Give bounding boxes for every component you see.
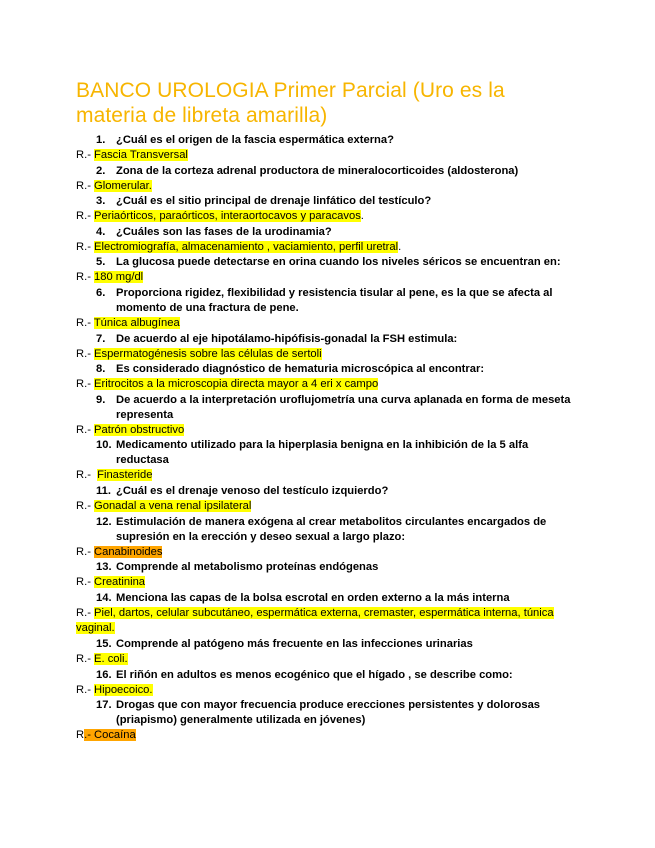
question-text: El riñón en adultos es menos ecogénico que el hígado , se describe como:	[116, 668, 513, 681]
question-number: 8.	[96, 363, 106, 376]
question	[76, 286, 576, 316]
answer-prefix: R.-	[76, 545, 91, 558]
answer	[76, 575, 576, 591]
question-text: Estimulación de manera exógena al crear metabolitos circulantes encargados de supresión en la erección y deseo sexual a largo plazo:	[116, 515, 547, 543]
answer-text: Patrón obstructivo	[94, 423, 185, 436]
question-text: De acuerdo al eje hipotálamo-hipófisis-gonadal la FSH estimula:	[116, 332, 458, 345]
question-number: 9.	[96, 393, 106, 406]
question	[76, 194, 576, 209]
answer-text: Hipoecoico.	[94, 683, 153, 696]
answer-text: Eritrocitos a la microscopia directa mayor a 4 eri x campo	[94, 378, 379, 391]
question	[76, 515, 576, 545]
answer	[76, 179, 576, 195]
answer	[76, 209, 576, 225]
answer-text: .- Cocaína	[84, 729, 136, 742]
question	[76, 255, 576, 270]
answer	[76, 377, 576, 393]
question-text: De acuerdo a la interpretación uroflujometría una curva aplanada en forma de meseta representa	[116, 393, 571, 421]
question-text: Menciona las capas de la bolsa escrotal en orden externo a la más interna	[116, 591, 510, 604]
answer-text: Gonadal a vena renal ipsilateral	[94, 499, 252, 512]
question-number: 12.	[96, 515, 112, 528]
document-title: BANCO UROLOGIA Primer Parcial (Uro es la materia de libreta amarilla)	[76, 79, 505, 127]
answer-text: Espermatogénesis sobre las células de sertoli	[94, 347, 322, 360]
answer-prefix: R.-	[76, 210, 91, 223]
question-text: ¿Cuál es el drenaje venoso del testículo izquierdo?	[116, 484, 389, 497]
question	[76, 637, 576, 652]
question-number: 7.	[96, 332, 106, 345]
answer-prefix: R	[76, 729, 85, 742]
question-text: Comprende al patógeno más frecuente en las infecciones urinarias	[116, 637, 473, 650]
question-number: 5.	[96, 256, 106, 269]
question-number: 6.	[96, 286, 106, 299]
answer-prefix: R.-	[76, 469, 98, 482]
answer-prefix: R.-	[76, 423, 91, 436]
answer-text: Creatinina	[94, 576, 146, 589]
answer-prefix: R.-	[76, 378, 91, 391]
question-text: ¿Cuáles son las fases de la urodinamia?	[116, 225, 332, 238]
question-text: Drogas que con mayor frecuencia produce erecciones persistentes y dolorosas (priapismo) generalmente utilizada en jóvenes)	[116, 699, 541, 727]
question-number: 14.	[96, 591, 112, 604]
question-number: 4.	[96, 225, 106, 238]
answer-prefix: R.-	[76, 240, 91, 253]
answer-text: Canabinoides	[94, 545, 163, 558]
answer-text: 180 mg/dl	[94, 271, 144, 284]
question	[76, 591, 576, 606]
answer-suffix: .	[360, 210, 364, 223]
question-text: Zona de la corteza adrenal productora de mineralocorticoides (aldosterona)	[116, 164, 519, 177]
question	[76, 438, 576, 468]
question-number: 16.	[96, 668, 112, 681]
question	[76, 484, 576, 499]
answer	[76, 148, 576, 164]
answer	[76, 499, 576, 515]
answer	[76, 316, 576, 332]
question-text: Proporciona rigidez, flexibilidad y resistencia tisular al pene, es la que se afecta al momento de una fractura de pene.	[116, 286, 553, 314]
question-number: 17.	[96, 699, 112, 712]
answer	[76, 683, 576, 699]
question-text: ¿Cuál es el origen de la fascia espermática externa?	[116, 134, 394, 146]
question-text: Es considerado diagnóstico de hematuria microscópica al encontrar:	[116, 363, 485, 376]
answer	[76, 652, 576, 668]
answer	[76, 347, 576, 363]
answer-prefix: R.-	[76, 149, 91, 161]
answer-prefix: R.-	[76, 499, 91, 512]
answer	[76, 270, 576, 286]
question-text: Medicamento utilizado para la hiperplasia benigna en la inhibición de la 5 alfa reductasa	[116, 439, 529, 467]
question-number: 3.	[96, 195, 106, 208]
answer-text: Glomerular.	[94, 179, 152, 192]
answer-prefix: R.-	[76, 347, 91, 360]
answer-text: Electromiografía, almacenamiento , vaciamiento, perfil uretral	[94, 240, 399, 253]
question-number: 13.	[96, 561, 112, 574]
question-text: La glucosa puede detectarse en orina cuando los niveles séricos se encuentran en:	[116, 256, 561, 269]
answer-text: Periaórticos, paraórticos, interaortocavos y paracavos	[94, 210, 361, 223]
answer	[76, 728, 576, 744]
answer-prefix: R.-	[76, 271, 91, 284]
answer-prefix: R.-	[76, 652, 91, 665]
answer	[76, 423, 576, 439]
answer-text: E. coli.	[94, 652, 128, 665]
answer	[76, 606, 576, 637]
answer	[76, 240, 576, 256]
answer-text: Piel, dartos, celular subcutáneo, espermática externa, cremaster, espermática interna, túnica vaginal.	[76, 606, 554, 635]
question-text: ¿Cuál es el sitio principal de drenaje linfático del testículo?	[116, 195, 432, 208]
answer-text: Finasteride	[97, 469, 153, 482]
answer-prefix: R.-	[76, 179, 91, 192]
answer-prefix: R.-	[76, 606, 91, 619]
question	[76, 332, 576, 347]
answer-text: Fascia Transversal	[94, 149, 188, 161]
question-number: 15.	[96, 637, 112, 650]
answer-prefix: R.-	[76, 576, 91, 589]
question	[76, 560, 576, 575]
answer-prefix: R.-	[76, 316, 91, 329]
answer	[76, 468, 576, 484]
question-number: 11.	[96, 484, 111, 497]
answer-prefix: R.-	[76, 683, 91, 696]
question-answer-list	[76, 133, 576, 744]
question	[76, 164, 576, 179]
question-text: Comprende al metabolismo proteínas endógenas	[116, 561, 379, 574]
question	[76, 668, 576, 683]
answer	[76, 545, 576, 561]
question	[76, 393, 576, 423]
answer-suffix: .	[398, 240, 402, 253]
question	[76, 362, 576, 377]
answer-text: Túnica albugínea	[93, 316, 180, 329]
question-number: 2.	[96, 164, 106, 177]
question-number: 10.	[96, 439, 112, 452]
question	[76, 225, 576, 240]
question	[76, 133, 576, 148]
question-number: 1.	[96, 134, 106, 146]
question	[76, 698, 576, 728]
